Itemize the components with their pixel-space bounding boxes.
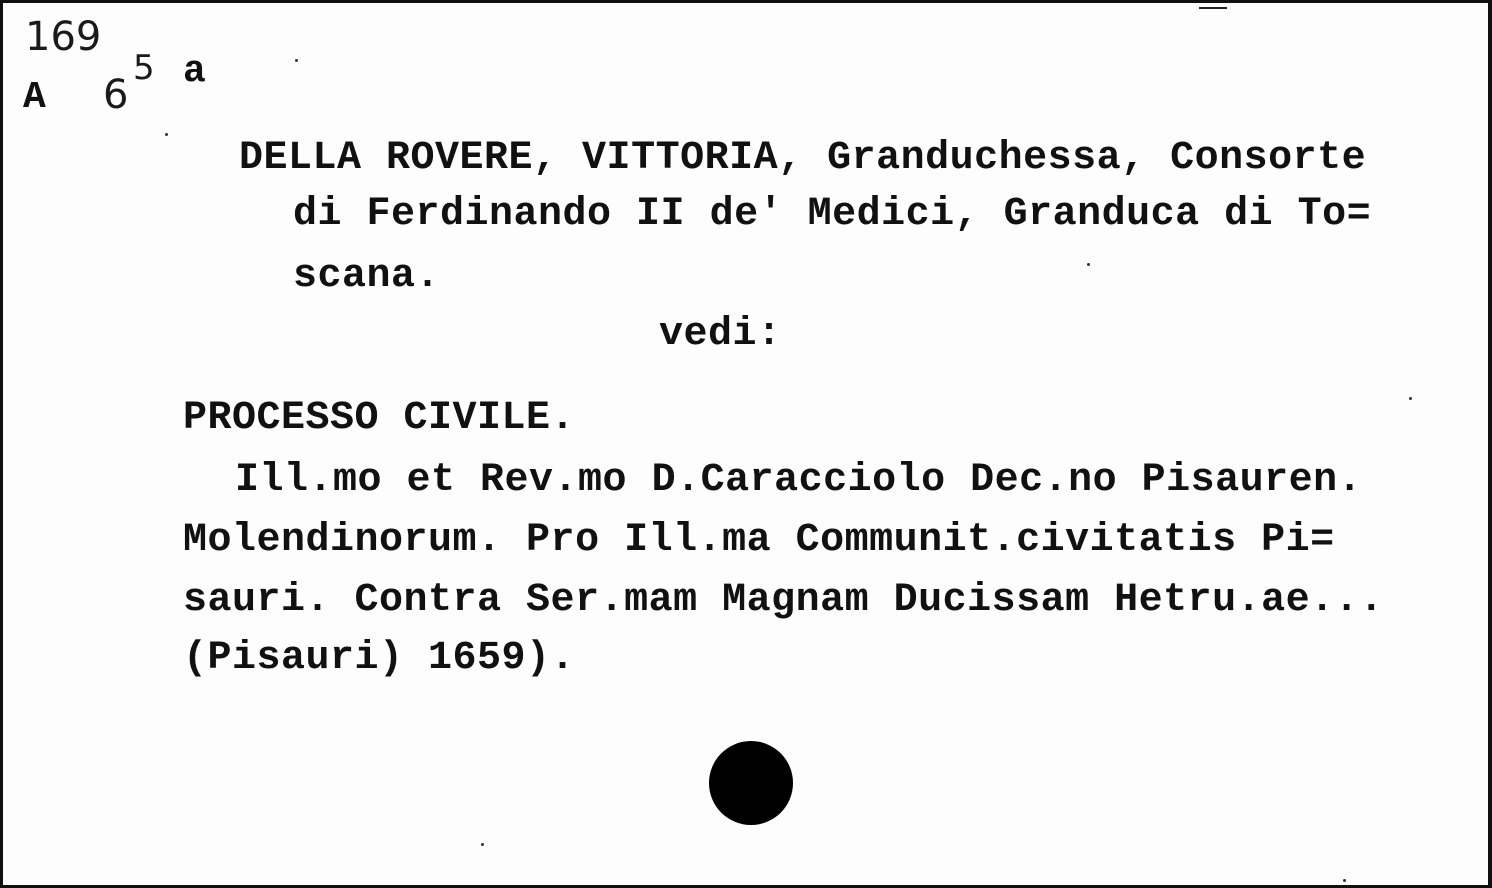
cross-reference: vedi:: [659, 312, 782, 357]
call-number-superscript: 5: [133, 48, 155, 88]
call-number-suffix: a: [183, 50, 206, 93]
call-number-main: 6: [103, 72, 129, 118]
speck-mark: [165, 133, 168, 136]
entry-line-1: Ill.mo et Rev.mo D.Caracciolo Dec.no Pisauren.: [235, 458, 1363, 503]
entry-line-2: Molendinorum. Pro Ill.ma Communit.civitatis Pi=: [183, 518, 1335, 563]
entry-line-3: sauri. Contra Ser.mam Magnam Ducissam Hetru.ae...: [183, 578, 1384, 623]
speck-mark: [1343, 879, 1346, 882]
heading-line-1: DELLA ROVERE, VITTORIA, Granduchessa, Consorte: [239, 136, 1367, 181]
punch-hole: [709, 741, 793, 825]
call-number-top: 169: [25, 14, 102, 60]
call-number-letter: A: [23, 76, 46, 119]
speck-mark: [1409, 397, 1412, 400]
heading-line-2: di Ferdinando II de' Medici, Granduca di To=: [293, 192, 1372, 237]
edge-mark: [1199, 7, 1227, 9]
speck-mark: [1087, 263, 1090, 266]
entry-line-4: (Pisauri) 1659).: [183, 636, 576, 681]
entry-title: PROCESSO CIVILE.: [183, 396, 576, 441]
speck-mark: [481, 843, 484, 846]
speck-mark: [295, 59, 298, 62]
heading-line-3: scana.: [293, 254, 441, 299]
